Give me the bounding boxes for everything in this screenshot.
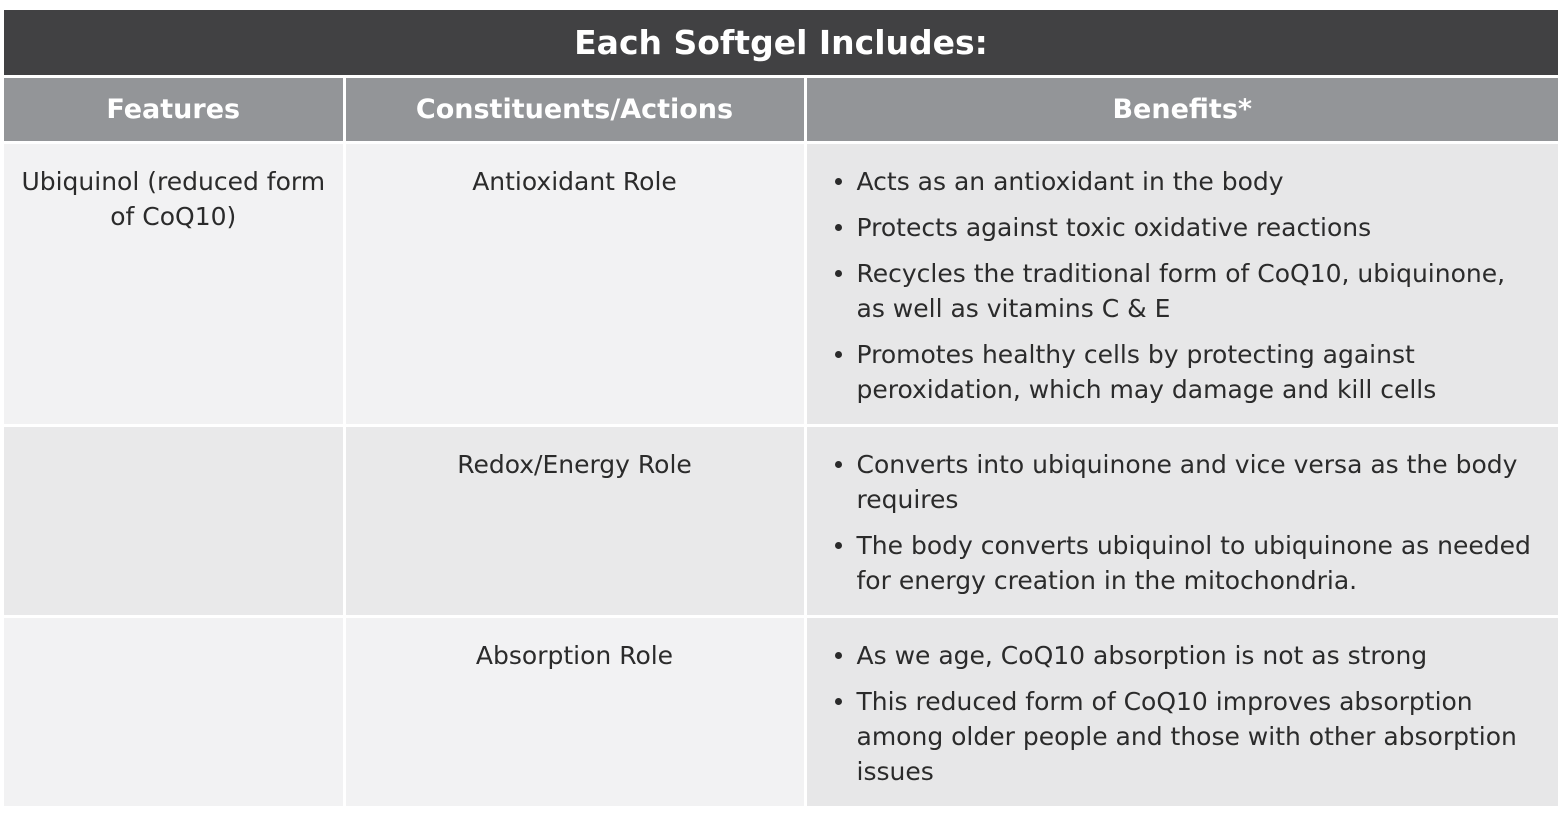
action-cell: Redox/Energy Role [344,425,805,616]
action-cell: Absorption Role [344,616,805,806]
list-item: Promotes healthy cells by protecting against peroxidation, which may damage and kill cells [857,337,1539,407]
benefits-list [807,427,1559,598]
bullet-icon [835,351,842,358]
table-row [4,142,1558,425]
column-header-benefits: Benefits* [805,78,1558,142]
header-row [4,78,1558,142]
benefits-cell [805,616,1558,806]
list-item: The body converts ubiquinol to ubiquinone as needed for energy creation in the mitochondria. [857,528,1539,598]
bullet-icon [835,698,842,705]
table-row [4,425,1558,616]
feature-cell [4,425,344,616]
list-item: Protects against toxic oxidative reactions [857,210,1539,245]
ingredients-table [4,78,1558,806]
benefits-list [807,618,1559,789]
table-row [4,616,1558,806]
bullet-icon [835,178,842,185]
feature-cell: Ubiquinol (reduced form of CoQ10) [4,142,344,425]
table-title: Each Softgel Includes: [4,10,1558,78]
list-item: As we age, CoQ10 absorption is not as strong [857,638,1539,673]
bullet-icon [835,461,842,468]
benefits-list [807,144,1559,407]
bullet-icon [835,224,842,231]
action-cell: Antioxidant Role [344,142,805,425]
list-item: This reduced form of CoQ10 improves absorption among older people and those with other absorption issues [857,684,1539,789]
benefits-cell [805,425,1558,616]
list-item: Recycles the traditional form of CoQ10, ubiquinone, as well as vitamins C & E [857,256,1539,326]
bullet-icon [835,270,842,277]
list-item: Acts as an antioxidant in the body [857,164,1539,199]
column-header-features: Features [4,78,344,142]
softgel-table-container [4,10,1558,806]
column-header-constituents: Constituents/Actions [344,78,805,142]
benefits-cell [805,142,1558,425]
list-item: Converts into ubiquinone and vice versa as the body requires [857,447,1539,517]
bullet-icon [835,652,842,659]
feature-cell [4,616,344,806]
bullet-icon [835,542,842,549]
